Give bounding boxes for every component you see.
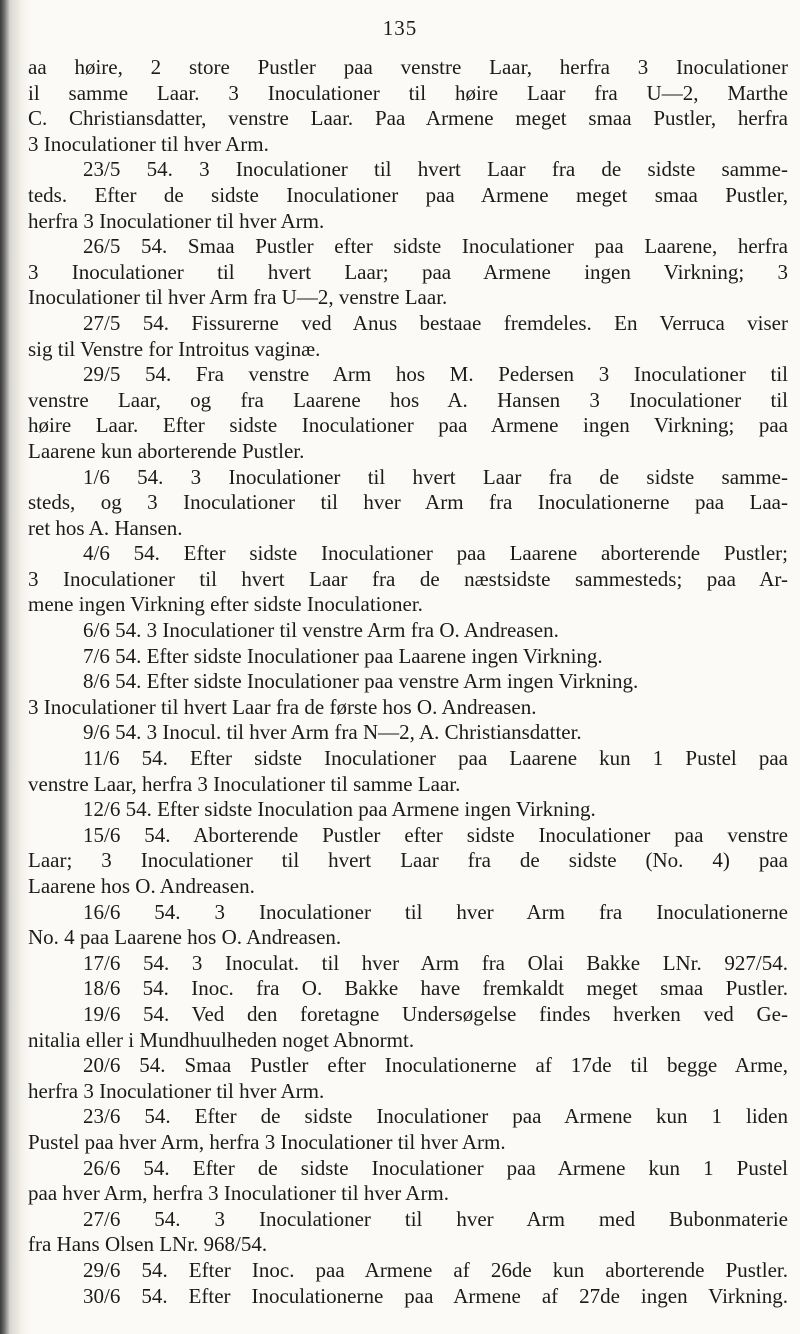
text-line: mene ingen Virkning efter sidste Inoculationer.: [28, 592, 423, 617]
text-line: Laarene hos O. Andreasen.: [28, 874, 255, 898]
text-line: venstre Laar, og fra Laarene hos A. Hansen 3 Inoculationer til: [28, 387, 788, 412]
text-line: paa hver Arm, herfra 3 Inoculationer til hver Arm.: [28, 1181, 450, 1206]
text-line: Laar; 3 Inoculationer til hvert Laar fra de sidste (No. 4) paa: [28, 848, 788, 873]
text-line: 19/6 54. Ved den foretagne Undersøgelse findes hverken ved Ge-: [83, 1001, 788, 1026]
text-line: 20/6 54. Smaa Pustler efter Inoculationerne af 17de til begge Arme,: [83, 1053, 788, 1078]
text-line: teds. Efter de sidste Inoculationer paa Armene meget smaa Pustler,: [28, 182, 788, 207]
text-line: 11/6 54. Efter sidste Inoculationer paa Laarene kun 1 Pustel paa: [83, 746, 788, 771]
text-line: 16/6 54. 3 Inoculationer til hver Arm fra Inoculationerne: [83, 899, 788, 924]
text-line: 6/6 54. 3 Inoculationer til venstre Arm fra O. Andreasen.: [83, 618, 559, 643]
text-line: høire Laar. Efter sidste Inoculationer paa Armene ingen Virkning; paa: [28, 413, 788, 438]
body-text: [28, 55, 788, 1309]
text-line: ret hos A. Hansen.: [28, 515, 183, 540]
text-line: 3 Inoculationer til hvert Laar fra de næstsidste sammesteds; paa Ar-: [28, 566, 788, 591]
text-line: 17/6 54. 3 Inoculat. til hver Arm fra Olai Bakke LNr. 927/54.: [83, 950, 788, 975]
text-line: steds, og 3 Inoculationer til hver Arm fra Inoculationerne paa Laa-: [28, 490, 788, 515]
text-line: 29/5 54. Fra venstre Arm hos M. Pedersen 3 Inoculationer til: [83, 362, 788, 387]
text-line: 27/5 54. Fissurerne ved Anus bestaae fremdeles. En Verruca viser: [83, 310, 788, 335]
text-line: Laarene kun aborterende Pustler.: [28, 438, 305, 463]
text-line: 18/6 54. Inoc. fra O. Bakke have fremkaldt meget smaa Pustler.: [83, 976, 788, 1001]
text-line: 26/6 54. Efter de sidste Inoculationer paa Armene kun 1 Pustel: [83, 1155, 788, 1180]
text-line: 1/6 54. 3 Inoculationer til hvert Laar fra de sidste samme-: [83, 464, 788, 489]
text-line: Pustel paa hver Arm, herfra 3 Inoculationer til hver Arm.: [28, 1129, 506, 1154]
page-number: 135: [382, 16, 418, 40]
text-line: 12/6 54. Efter sidste Inoculation paa Armene ingen Virkning.: [83, 797, 596, 822]
text-line: venstre Laar, herfra 3 Inoculationer til samme Laar.: [28, 771, 461, 796]
text-line: Inoculationer til hver Arm fra U—2, venstre Laar.: [28, 285, 448, 310]
text-line: 23/6 54. Efter de sidste Inoculationer paa Armene kun 1 liden: [83, 1104, 788, 1129]
text-line: 15/6 54. Aborterende Pustler efter sidste Inoculationer paa venstre: [83, 822, 788, 847]
text-line: 29/6 54. Efter Inoc. paa Armene af 26de kun aborterende Pustler.: [83, 1257, 788, 1282]
text-line: 3 Inoculationer til hvert Laar; paa Armene ingen Virkning; 3: [28, 259, 788, 284]
text-line: 7/6 54. Efter sidste Inoculationer paa Laarene ingen Virkning.: [83, 643, 603, 668]
book-binding-shadow: [0, 0, 30, 1334]
text-line: 4/6 54. Efter sidste Inoculationer paa Laarene aborterende Pustler;: [83, 541, 788, 566]
text-line: herfra 3 Inoculationer til hver Arm.: [28, 208, 325, 233]
text-line: 30/6 54. Efter Inoculationerne paa Armene af 27de ingen Virkning.: [83, 1283, 788, 1308]
text-line: 27/6 54. 3 Inoculationer til hver Arm med Bubonmaterie: [83, 1206, 788, 1231]
text-line: 23/5 54. 3 Inoculationer til hvert Laar fra de sidste samme-: [83, 157, 788, 182]
text-line: 8/6 54. Efter sidste Inoculationer paa venstre Arm ingen Virkning.: [83, 669, 639, 694]
text-line: No. 4 paa Laarene hos O. Andreasen.: [28, 925, 342, 950]
text-line: sig til Venstre for Introitus vaginæ.: [28, 336, 321, 361]
text-line: 3 Inoculationer til hver Arm.: [28, 131, 269, 156]
text-line: aa høire, 2 store Pustler paa venstre Laar, herfra 3 Inoculationer: [28, 55, 788, 79]
text-line: nitalia eller i Mundhuulheden noget Abnormt.: [28, 1027, 415, 1052]
text-line: C. Christiansdatter, venstre Laar. Paa Armene meget smaa Pustler, herfra: [28, 106, 788, 131]
text-line: 3 Inoculationer til hvert Laar fra de første hos O. Andreasen.: [28, 694, 537, 719]
text-line: herfra 3 Inoculationer til hver Arm.: [28, 1078, 325, 1103]
text-line: 26/5 54. Smaa Pustler efter sidste Inoculationer paa Laarene, herfra: [83, 234, 788, 259]
text-line: il samme Laar. 3 Inoculationer til høire Laar fra U—2, Marthe: [28, 80, 788, 105]
text-line: fra Hans Olsen LNr. 968/54.: [28, 1232, 268, 1257]
text-line: 9/6 54. 3 Inocul. til hver Arm fra N—2, A. Christiansdatter.: [83, 720, 582, 745]
